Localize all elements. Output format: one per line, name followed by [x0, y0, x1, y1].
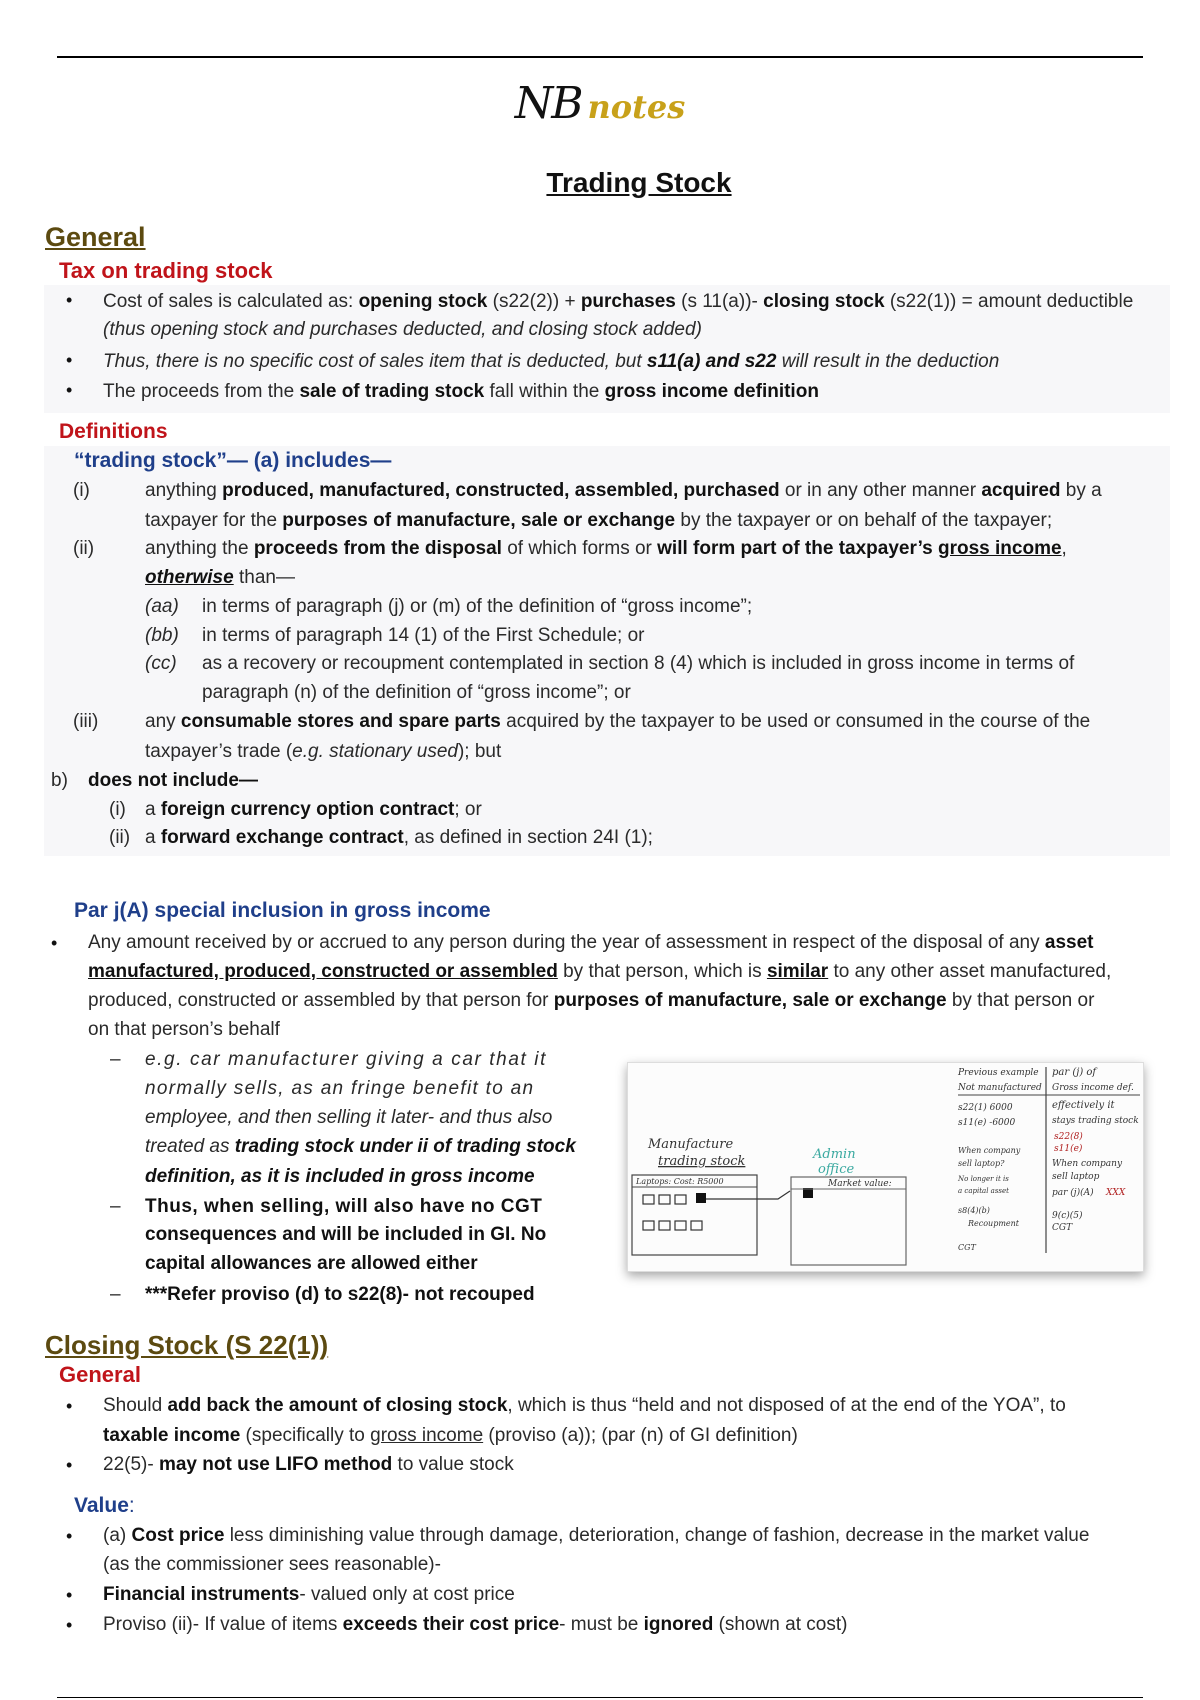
sketch-par-ja: par (j)(A) — [1052, 1188, 1094, 1198]
sketch-xxx: XXX — [1106, 1188, 1126, 1198]
value-bullet-1-line-1: (a) Cost price less diminishing value through damage, deterioration, change of fashion, decrease in the market value — [103, 1525, 1090, 1546]
tax-bullet-3: The proceeds from the sale of trading stock fall within the gross income definition — [103, 381, 819, 402]
parj-heading: Par j(A) special inclusion in gross income — [74, 899, 491, 922]
sketch-s8-4b: s8(4)(b) — [958, 1206, 990, 1215]
sketch-s22-1: s22(1) 6000 — [958, 1103, 1013, 1113]
subheading-tax-on-trading-stock: Tax on trading stock — [59, 258, 273, 283]
parj-line-4: on that person’s behalf — [88, 1019, 280, 1040]
def-cc-line-2: paragraph (n) of the definition of “gross income”; or — [202, 682, 631, 703]
bullet: • — [66, 380, 73, 400]
parj-detail-1-line-4: treated as trading stock under ii of trading stock — [145, 1136, 576, 1157]
section-heading-general: General — [45, 222, 146, 252]
sketch-s22-8: s22(8) — [1054, 1132, 1083, 1142]
section-heading-closing-stock: Closing Stock (S 22(1)) — [45, 1330, 329, 1360]
bottom-rule — [57, 1697, 1143, 1698]
parj-detail-1-line-5: definition, as it is included in gross income — [145, 1166, 535, 1187]
whiteboard-sketch-image — [627, 1062, 1144, 1272]
bullet: • — [66, 1615, 73, 1635]
bullet: • — [66, 1526, 73, 1546]
sketch-not-manufactured: Not manufactured — [958, 1083, 1042, 1093]
def-aa-num: (aa) — [145, 596, 179, 617]
logo-notes: notes — [587, 88, 686, 126]
def-ii-line-2: otherwise than— — [145, 567, 295, 588]
value-heading: Value: — [74, 1494, 135, 1517]
sketch-stays: stays trading stock — [1052, 1116, 1139, 1126]
parj-detail-1-line-2: normally sells, as an fringe benefit to an — [145, 1078, 535, 1099]
tax-bullet-1: Cost of sales is calculated as: opening stock (s22(2)) + purchases (s 11(a))- closing stock (s22(1)) = amount deductible — [103, 291, 1134, 312]
def-i-line-2: taxpayer for the purposes of manufacture, sale or exchange by the taxpayer or on behalf of the taxpayer; — [145, 510, 1053, 531]
closing-bullet-2: 22(5)- may not use LIFO method to value stock — [103, 1454, 514, 1475]
sketch-gross-income-def: Gross income def. — [1052, 1083, 1134, 1093]
sketch-sell-laptop-2: sell laptop — [1052, 1172, 1100, 1182]
tax-bullet-1-note: (thus opening stock and purchases deducted, and closing stock added) — [103, 319, 702, 340]
logo-nb: NB — [514, 78, 582, 129]
parj-detail-2-line-2: consequences and will be included in GI. No — [145, 1224, 547, 1245]
sketch-admin: Admin — [813, 1147, 856, 1162]
def-b-ii-text: a forward exchange contract, as defined in section 24I (1); — [145, 827, 653, 848]
sketch-manufacture: Manufacture — [648, 1137, 734, 1152]
sketch-recoupment: Recoupment — [968, 1219, 1020, 1228]
def-cc-line-1: as a recovery or recoupment contemplated in section 8 (4) which is included in gross income in terms of — [202, 653, 1075, 674]
def-i-num: (i) — [73, 480, 90, 501]
bullet: • — [66, 1455, 73, 1475]
whiteboard-sketch-drawing — [628, 1063, 1143, 1271]
sketch-office: office — [818, 1162, 855, 1177]
def-iii-line-2: taxpayer’s trade (e.g. stationary used); but — [145, 741, 502, 762]
value-bullet-3: Proviso (ii)- If value of items exceeds their cost price- must be ignored (shown at cost) — [103, 1614, 848, 1635]
sketch-market-value: Market value: — [828, 1179, 892, 1189]
sketch-effectively: effectively it — [1052, 1100, 1115, 1111]
subheading-definitions: Definitions — [59, 420, 168, 443]
bullet: • — [66, 1396, 73, 1416]
def-iii-num: (iii) — [73, 711, 99, 732]
def-b-ii-num: (ii) — [109, 827, 131, 848]
bullet: • — [66, 1585, 73, 1605]
def-ii-num: (ii) — [73, 538, 95, 559]
def-i-line-1: anything produced, manufactured, constructed, assembled, purchased or in any other manner acquired by a — [145, 480, 1102, 501]
parj-detail-2-line-1: Thus, when selling, will also have no CGT — [145, 1196, 543, 1217]
top-rule — [57, 56, 1143, 58]
def-bb-text: in terms of paragraph 14 (1) of the First Schedule; or — [202, 625, 645, 646]
def-bb-num: (bb) — [145, 625, 179, 646]
sketch-capital-asset: a capital asset — [958, 1187, 1009, 1195]
parj-line-1: Any amount received by or accrued to any person during the year of assessment in respect of the disposal of any asset — [88, 932, 1094, 953]
parj-line-3: produced, constructed or assembled by that person for purposes of manufacture, sale or exchange by that person or — [88, 990, 1095, 1011]
parj-detail-1-line-3: employee, and then selling it later- and thus also — [145, 1107, 553, 1128]
dash: – — [110, 1196, 121, 1217]
sketch-s9c: 9(c)(5) — [1052, 1211, 1083, 1221]
sketch-s11e: s11(e) -6000 — [958, 1118, 1016, 1128]
def-b-i-text: a foreign currency option contract; or — [145, 799, 482, 820]
value-bullet-2: Financial instruments- valued only at cost price — [103, 1584, 515, 1605]
def-iii-line-1: any consumable stores and spare parts acquired by the taxpayer to be used or consumed in the course of the — [145, 711, 1091, 732]
sketch-cgt-2: CGT — [1052, 1223, 1073, 1233]
sketch-prev-example: Previous example — [958, 1068, 1039, 1078]
def-b-i-num: (i) — [109, 799, 126, 820]
closing-bullet-1-line-2: taxable income (specifically to gross income (proviso (a)); (par (n) of GI definition) — [103, 1425, 798, 1446]
def-b-num: b) — [51, 770, 68, 791]
sketch-s11e-b: s11(e) — [1054, 1144, 1083, 1154]
tax-bullet-2: Thus, there is no specific cost of sales item that is deducted, but s11(a) and s22 will result in the deduction — [103, 351, 1000, 372]
def-b-text: does not include— — [88, 770, 258, 791]
parj-detail-2-line-3: capital allowances are allowed either — [145, 1253, 478, 1274]
sketch-trading-stock: trading stock — [658, 1154, 746, 1169]
def-ii-line-1: anything the proceeds from the disposal of which forms or will form part of the taxpayer’s gross income, — [145, 538, 1067, 559]
subheading-closing-general: General — [59, 1362, 141, 1387]
closing-bullet-1-line-1: Should add back the amount of closing stock, which is thus “held and not disposed of at the end of the YOA”, to — [103, 1395, 1066, 1416]
bullet: • — [66, 350, 73, 370]
sketch-when-company-2: When company — [1052, 1159, 1123, 1169]
parj-detail-1-line-1: e.g. car manufacturer giving a car that it — [145, 1049, 547, 1070]
page-title: Trading Stock — [546, 167, 732, 198]
definitions-block — [44, 446, 1170, 856]
sketch-no-longer: No longer it is — [958, 1175, 1009, 1183]
def-aa-text: in terms of paragraph (j) or (m) of the definition of “gross income”; — [202, 596, 753, 617]
dash: – — [110, 1284, 121, 1305]
sketch-cgt: CGT — [958, 1243, 976, 1252]
sketch-par-gi: par (j) of — [1052, 1067, 1097, 1078]
dash: – — [110, 1049, 121, 1070]
sketch-sell-laptop: sell laptop? — [958, 1159, 1005, 1168]
sketch-when-company: When company — [958, 1146, 1021, 1155]
def-cc-num: (cc) — [145, 653, 177, 674]
trading-stock-definition-heading: “trading stock”— (a) includes— — [74, 449, 392, 472]
parj-line-2: manufactured, produced, constructed or assembled by that person, which is similar to any other asset manufactured, — [88, 961, 1112, 982]
value-bullet-1-line-2: (as the commissioner sees reasonable)- — [103, 1554, 441, 1575]
sketch-cost-label: Laptops: Cost: R5000 — [636, 1177, 724, 1186]
nb-notes-logo — [0, 78, 1200, 129]
bullet: • — [66, 290, 73, 310]
bullet: • — [51, 933, 58, 953]
parj-detail-3: ***Refer proviso (d) to s22(8)- not recouped — [145, 1284, 535, 1305]
